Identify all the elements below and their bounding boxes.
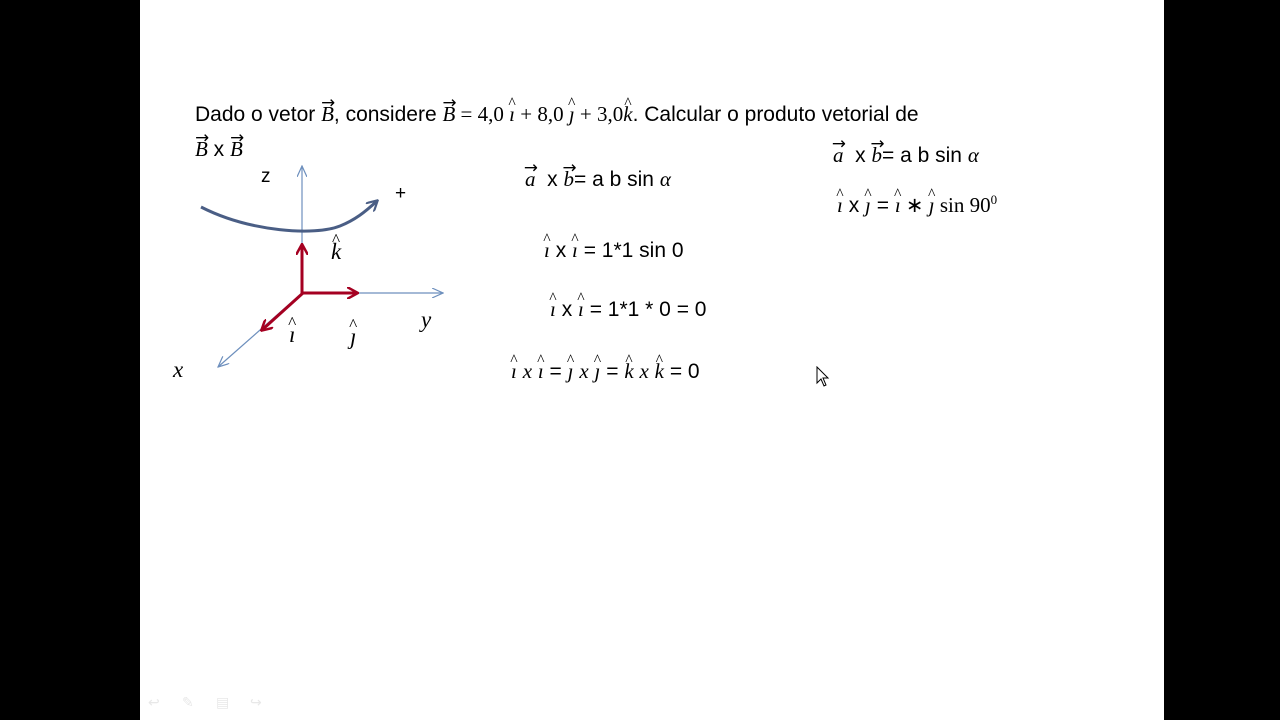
slide — [140, 0, 1164, 720]
previous-slide-icon[interactable]: ↩ — [148, 694, 160, 710]
cross-product-definition-right: → a x → b= a b sin α — [833, 145, 979, 166]
vector-B: → B — [442, 104, 455, 125]
rotation-curve — [201, 201, 377, 231]
vector-B: → B — [321, 104, 334, 125]
plus-sign: + — [395, 183, 407, 204]
k-hat-label: ^ k — [331, 240, 341, 263]
y-axis-label: y — [421, 307, 432, 332]
next-slide-icon[interactable]: ↪ — [250, 694, 262, 710]
menu-icon[interactable]: ▤ — [216, 694, 230, 710]
x-axis-label: x — [173, 357, 184, 382]
i-cross-i-sin: ^ ı x ^ ı = 1*1 sin 0 — [544, 240, 684, 261]
j-hat-label: ^ ȷ — [350, 325, 356, 348]
z-axis-label: z — [261, 166, 271, 187]
cross-product-definition: → a x → b= a b sin α — [525, 169, 671, 190]
unit-self-cross-products: ^ ı x ^ ı = ^ ȷ x ^ ȷ = ^ k x ^ k = 0 — [511, 361, 700, 382]
mouse-cursor-icon — [816, 366, 830, 388]
problem-line-2: → B x → B — [195, 139, 243, 160]
problem-line-1: Dado o vetor → B, considere → B = 4,0 ^ ı + 8,0 ^ ȷ + 3,0^ k. Calcular o produto vetorial de — [195, 104, 919, 125]
i-cross-i-zero: ^ ı x ^ ı = 1*1 * 0 = 0 — [550, 299, 706, 320]
i-unit-vector — [262, 293, 303, 330]
i-hat-label: ^ ı — [289, 323, 295, 346]
pen-icon[interactable]: ✎ — [182, 694, 194, 710]
i-cross-j-formula: ^ ı x ^ ȷ = ^ ı ∗ ^ ȷ $\sin 90^0$ — [837, 193, 997, 216]
